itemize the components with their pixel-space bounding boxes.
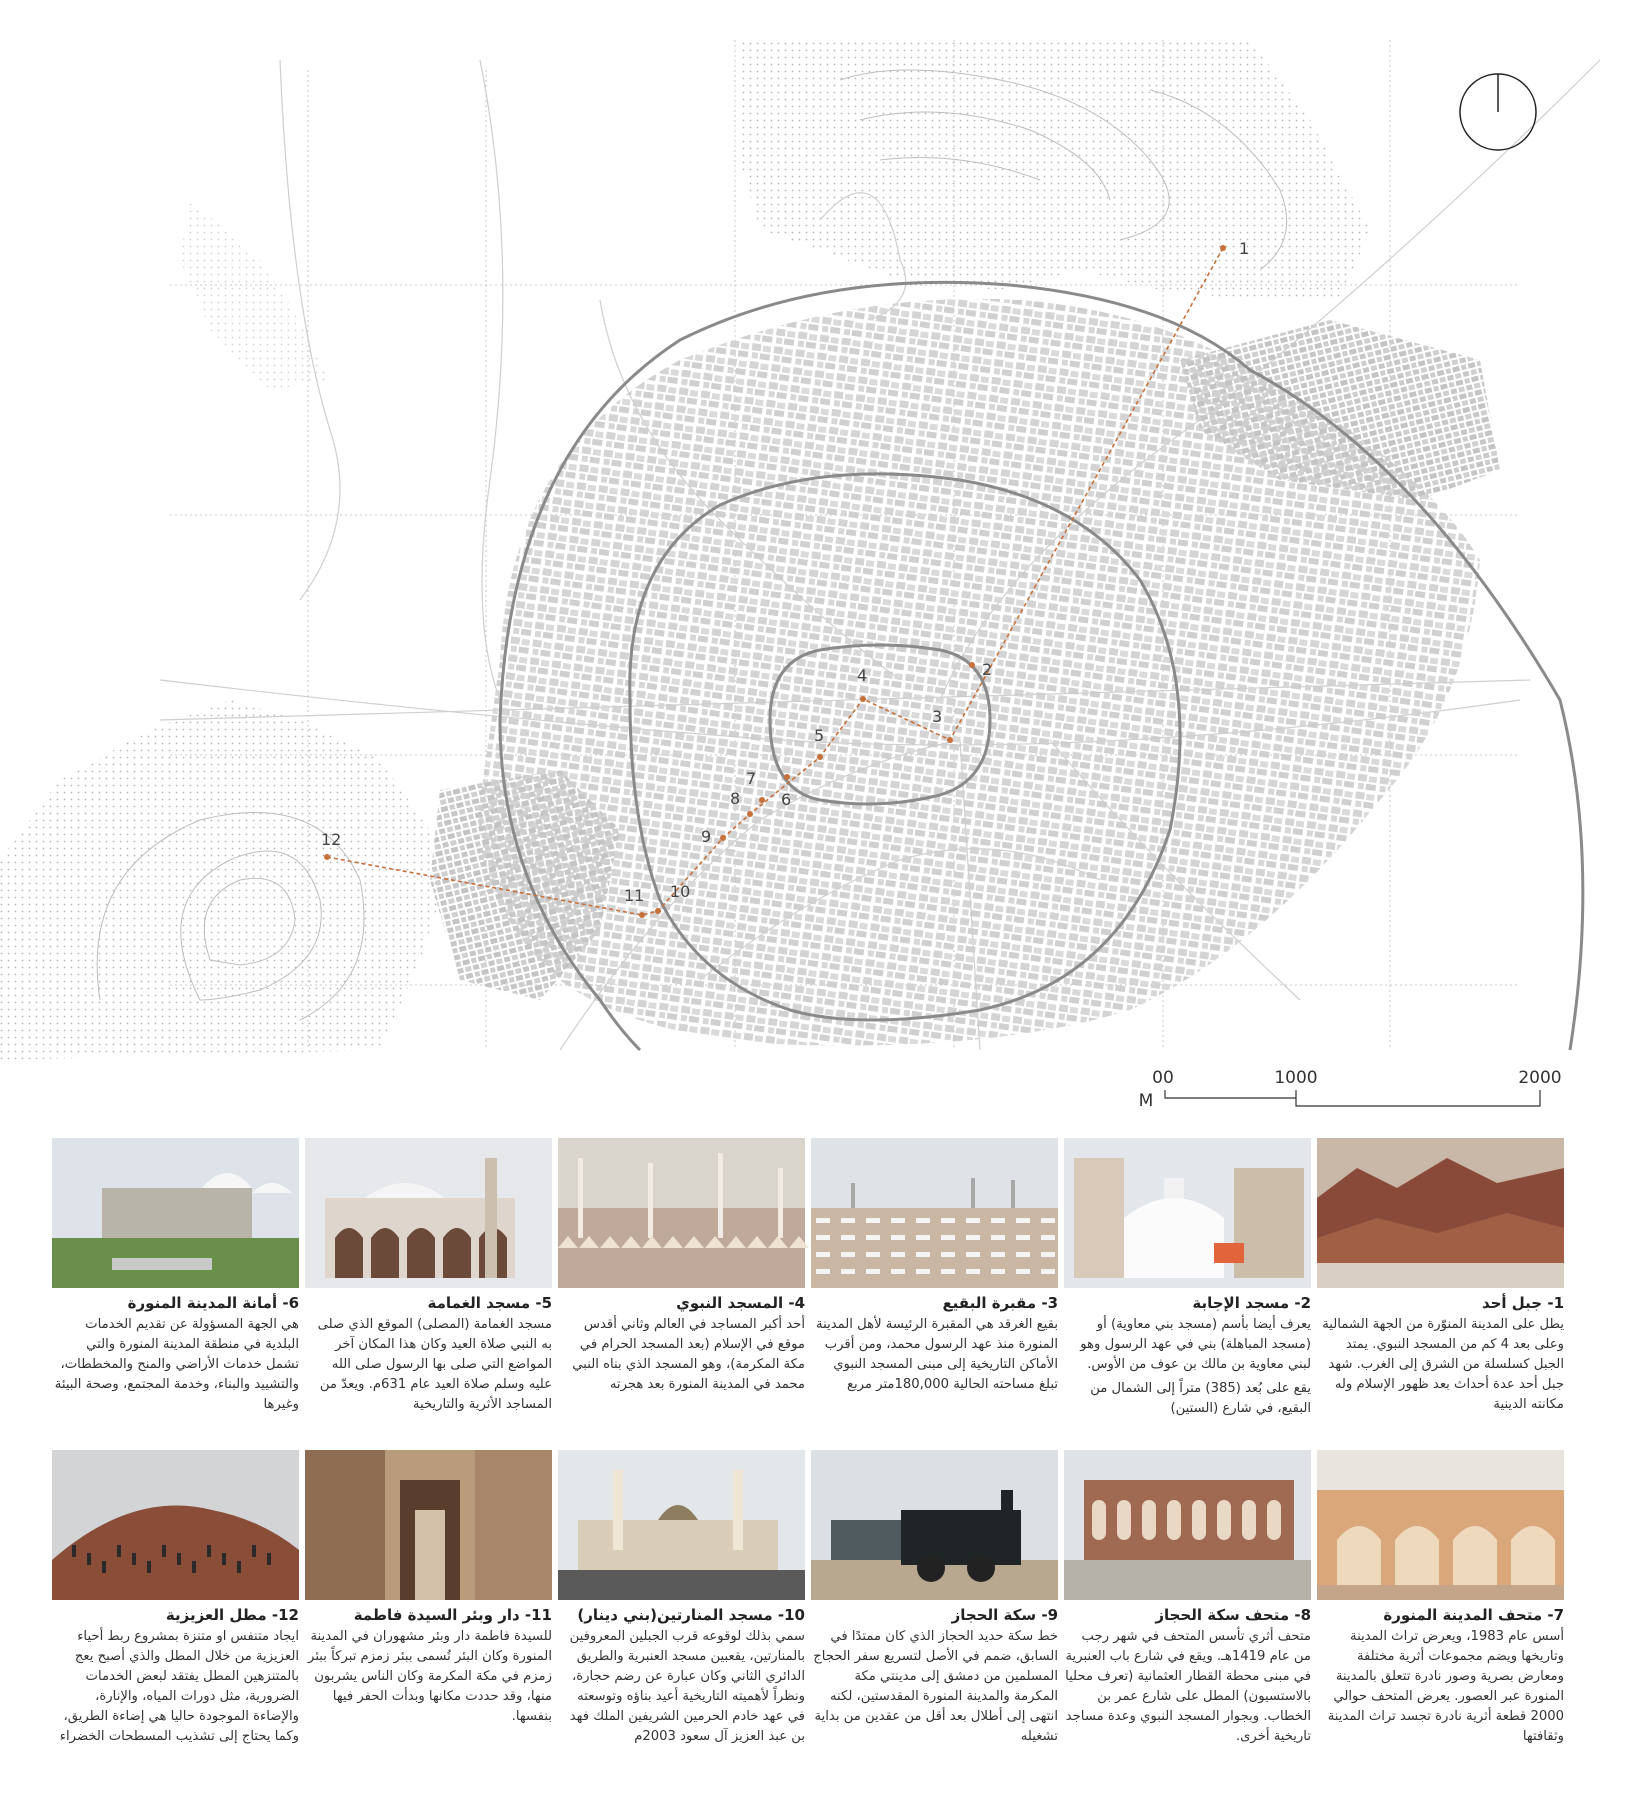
description-paragraph: مسجد الغمامة (المصلى) الموقع الذي صلى به النبي صلاة العيد وكان هذا المكان آخر المواضع التي صلى بها الرسول صلى الله عليه وسلم صلاة العيد عام 631م. ويعدّ من المساجد الأثرية والتاريخية	[317, 1317, 552, 1412]
marker-dot-icon	[655, 908, 661, 914]
landmark-description	[52, 1315, 299, 1415]
scale-label-2000: 2000	[1518, 1068, 1562, 1088]
description-paragraph: ايجاد متنفس او متنزة بمشروع ربط أحياء العزيزية من خلال المطل والذي أصبح يعج بالمتنزهين المطل يفتقد لبعض الخدمات الضرورية، مثل دورات المياه، والإنارة، والإضاءة الموجودة حاليا هي إضاءة الطريق، وكما يحتاج إلى تشذيب المسطحات الخضراء	[59, 1629, 299, 1744]
landmarks-grid	[52, 1138, 1576, 1808]
landmark-card-12	[52, 1450, 299, 1751]
landmark-card-9	[811, 1450, 1058, 1751]
landmark-description	[558, 1627, 805, 1747]
landmark-title: 4- المسجد النبوي	[676, 1294, 805, 1312]
landmark-description	[1317, 1315, 1564, 1415]
landmark-card-4	[558, 1138, 805, 1399]
marker-label: 8	[730, 789, 741, 808]
landmark-title: 1- جبل أحد	[1481, 1294, 1564, 1312]
landmark-description	[811, 1315, 1058, 1395]
marker-dot-icon	[720, 835, 726, 841]
marker-label: 10	[670, 882, 691, 901]
terrain-north	[740, 40, 1370, 300]
landmark-card-5	[305, 1138, 552, 1419]
landmark-title: 5- مسجد الغمامة	[427, 1294, 552, 1312]
landmark-title: 7- متحف المدينة المنورة	[1383, 1606, 1564, 1624]
description-paragraph: خط سكة حديد الحجاز الذي كان ممتدًا في السابق، ضمم في الأصل لتسريع سفر الحجاج المسلمين من دمشق إلى مدينتي مكة المكرمة والمدينة المنورة المقدستين، لكنه انتهى إلى أطلال بعد أقل من عقدين من بداية تشغيله	[813, 1629, 1058, 1744]
landmark-title: 3- مقبرة البقيع	[942, 1294, 1058, 1312]
landmark-description	[811, 1627, 1058, 1747]
landmark-card-8	[1064, 1450, 1311, 1751]
landmark-title: 8- متحف سكة الحجاز	[1155, 1606, 1311, 1624]
landmark-title: 9- سكة الحجاز	[951, 1606, 1058, 1624]
marker-dot-icon	[747, 811, 753, 817]
marker-dot-icon	[759, 797, 765, 803]
marker-label: 12	[321, 830, 342, 849]
landmark-card-2	[1064, 1138, 1311, 1423]
landmark-title: 11- دار وبئر السيدة فاطمة	[353, 1606, 552, 1624]
landmark-card-3	[811, 1138, 1058, 1399]
description-paragraph: يطل على المدينة المنوّرة من الجهة الشمالية وعلى بعد 4 كم من المسجد النبوي. يمتد الجبل كسلسلة من الشرق إلى الغرب. شهد جبل أحد عدة أحداث بعد ظهور الإسلام وله مكانته الدينية	[1322, 1317, 1564, 1412]
description-paragraph: أحد أكبر المساجد في العالم وثاني أقدس موقع في الإسلام (بعد المسجد الحرام في مكة المكرمة)، وهو المسجد الذي بناه النبي محمد في المدينة المنورة بعد هجرته	[572, 1317, 805, 1392]
marker-label: 5	[814, 726, 825, 745]
marker-label: 6	[781, 790, 792, 809]
description-paragraph: للسيدة فاطمة دار وبئر مشهوران في المدينة المنورة وكان البئر تُسمى ببئر زمزم تبركاً ببئر زمزم في مكة المكرمة وكان الناس يشربون منها، وقد حددت مكانها وبدأت الحفر فيها بنفسها.	[308, 1629, 552, 1724]
marker-label: 7	[746, 769, 757, 788]
landmark-card-10	[558, 1450, 805, 1751]
landmark-photo	[305, 1138, 552, 1288]
marker-dot-icon	[1220, 245, 1226, 251]
scale-label-0: 00	[1152, 1068, 1174, 1088]
landmark-photo	[1317, 1138, 1564, 1288]
marker-label: 4	[857, 666, 868, 685]
marker-dot-icon	[324, 854, 330, 860]
description-paragraph: هي الجهة المسؤولة عن تقديم الخدمات البلدية في منطقة المدينة المنورة والتي تشمل خدمات الأراضي والمنح والمخططات، والتشييد والبناء، وخدمة المجتمع، وصحة البيئة وغيرها	[54, 1317, 299, 1412]
landmark-card-6	[52, 1138, 299, 1419]
description-paragraph: متحف أثري تأسس المتحف في شهر رجب من عام 1419هـ. ويقع في شارع باب العنبرية في مبنى محطة القطار العثمانية (تعرف محليا بالاستسيون) المطل على شارع عمر بن الخطاب. وبجوار المسجد النبوي وعدة مساجد تاريخية أخرى.	[1065, 1629, 1311, 1744]
landmark-title: 10- مسجد المنارتين(بني دينار)	[577, 1606, 805, 1624]
description-paragraph: يقع على بُعد (385) متراً إلى الشمال من البقيع، في شارع (الستين)	[1090, 1381, 1311, 1416]
landmark-description	[1064, 1315, 1311, 1419]
landmark-title: 2- مسجد الإجابة	[1192, 1294, 1311, 1312]
description-paragraph: سمي بذلك لوقوعه قرب الجبلين المعروفين بالمنارتين، يقعبين مسجد العنبرية والطريق الدائري الثاني وكان عبارة عن رضم حجارة، ونظراً لأهميته التاريخية أعيد بناؤه وتوسعته في عهد خادم الحرمين الشريفين الملك فهد بن عبد العزيز آل سعود 2003م	[569, 1629, 805, 1744]
landmark-photo	[305, 1450, 552, 1600]
scale-unit: M	[1138, 1091, 1154, 1111]
description-paragraph: يعرف أيضا بأسم (مسجد بني معاوية) أو (مسجد المباهلة) بني في عهد الرسول وهو لبني معاوية بن مالك بن عوف من الأوس.	[1080, 1317, 1311, 1372]
landmark-photo	[811, 1450, 1058, 1600]
marker-label: 9	[701, 827, 712, 846]
landmark-title: 6- أمانة المدينة المنورة	[127, 1294, 299, 1312]
landmark-card-1	[1317, 1138, 1564, 1419]
landmark-photo	[52, 1450, 299, 1600]
marker-dot-icon	[817, 754, 823, 760]
scale-label-1000: 1000	[1274, 1068, 1318, 1088]
description-paragraph: أسس عام 1983، ويعرض تراث المدينة وتاريخها ويضم مجموعات أثرية مختلفة ومعارض بصرية وصور نادرة تتعلق بالمدينة المنورة عبر العصور. يعرض المتحف حوالي 2000 قطعة أثرية نادرة تجسد تراث المدينة وثقافتها	[1327, 1629, 1564, 1744]
north-arrow-icon	[1460, 74, 1536, 150]
landmark-description	[305, 1627, 552, 1727]
marker-dot-icon	[860, 696, 866, 702]
landmark-photo	[1064, 1138, 1311, 1288]
landmark-photo	[52, 1138, 299, 1288]
landmark-title: 12- مطل العزيزية	[165, 1606, 299, 1624]
description-paragraph: بقيع الغرقد هي المقبرة الرئيسة لأهل المدينة المنورة منذ عهد الرسول محمد، ومن أقرب الأماكن التاريخية إلى مبنى المسجد النبوي تبلغ مساحته الحالية 180,000متر مربع	[816, 1317, 1058, 1392]
landmark-description	[558, 1315, 805, 1395]
landmark-card-7	[1317, 1450, 1564, 1751]
marker-dot-icon	[969, 662, 975, 668]
landmark-card-11	[305, 1450, 552, 1731]
landmark-description	[1064, 1627, 1311, 1747]
landmark-photo	[1064, 1450, 1311, 1600]
marker-label: 11	[624, 886, 645, 905]
marker-label: 3	[932, 707, 943, 726]
marker-dot-icon	[639, 912, 645, 918]
landmark-description	[52, 1627, 299, 1747]
landmark-photo	[558, 1450, 805, 1600]
landmark-photo	[811, 1138, 1058, 1288]
landmark-photo	[558, 1138, 805, 1288]
marker-label: 2	[982, 660, 993, 679]
landmark-description	[305, 1315, 552, 1415]
marker-label: 1	[1239, 239, 1250, 258]
marker-dot-icon	[784, 774, 790, 780]
landmark-description	[1317, 1627, 1564, 1747]
landmark-photo	[1317, 1450, 1564, 1600]
marker-dot-icon	[947, 737, 953, 743]
terrain-west	[0, 700, 440, 1060]
scale-bar	[1139, 1068, 1562, 1111]
